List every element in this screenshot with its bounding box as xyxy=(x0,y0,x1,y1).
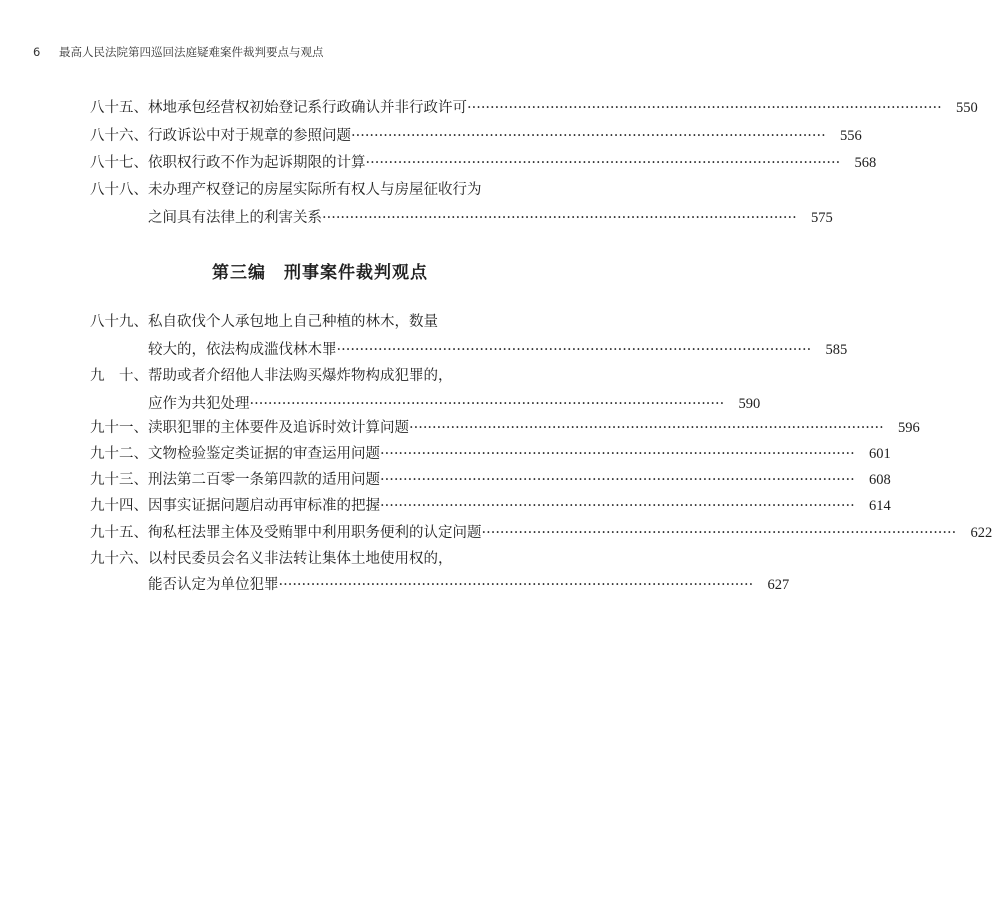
entry-number: 八十六、 xyxy=(90,128,148,144)
entry-number: 九 十、 xyxy=(90,368,148,384)
entry-page: 601 xyxy=(869,446,891,462)
entry-page: 596 xyxy=(898,420,920,436)
toc-entry[interactable] xyxy=(90,496,891,516)
entry-number: 九十四、 xyxy=(90,498,148,514)
book-title: 最高人民法院第四巡回法庭疑难案件裁判要点与观点 xyxy=(59,45,324,59)
entry-title: 徇私枉法罪主体及受贿罪中利用职务便利的认定问题 xyxy=(148,525,482,541)
toc-entry[interactable] xyxy=(90,444,891,464)
entry-title: 因事实证据问题启动再审标准的把握 xyxy=(148,498,380,514)
toc-entry[interactable] xyxy=(90,523,992,543)
dot-leader xyxy=(380,444,855,464)
entry-number: 八十九、 xyxy=(90,314,148,330)
entry-title-continued: 较大的，依法构成滥伐林木罪 xyxy=(148,342,337,358)
entry-title: 渎职犯罪的主体要件及追诉时效计算问题 xyxy=(148,420,409,436)
toc-entry[interactable] xyxy=(90,126,862,146)
entry-title-continued: 应作为共犯处理 xyxy=(148,396,250,412)
entry-title: 刑法第二百零一条第四款的适用问题 xyxy=(148,472,380,488)
entry-number: 九十五、 xyxy=(90,525,148,541)
entry-number: 八十五、 xyxy=(90,100,148,116)
dot-leader xyxy=(322,208,797,228)
toc-entry[interactable] xyxy=(90,549,790,595)
dot-leader xyxy=(279,575,754,595)
entry-page: 585 xyxy=(825,342,848,358)
toc-entry[interactable] xyxy=(90,366,761,414)
entry-page: 575 xyxy=(811,210,833,226)
section-part: 第三编 xyxy=(212,263,266,283)
toc-entry[interactable] xyxy=(90,180,833,228)
dot-leader xyxy=(250,394,725,414)
dot-leader xyxy=(467,98,942,118)
entry-page: 568 xyxy=(854,155,877,171)
entry-page: 608 xyxy=(869,472,891,488)
toc-entry[interactable] xyxy=(90,98,978,118)
dot-leader xyxy=(380,470,855,490)
dot-leader xyxy=(351,126,826,146)
entry-page: 550 xyxy=(956,100,978,116)
entry-title: 未办理产权登记的房屋实际所有权人与房屋征收行为 xyxy=(148,182,482,198)
entry-title: 帮助或者介绍他人非法购买爆炸物构成犯罪的， xyxy=(148,368,453,384)
entry-page: 590 xyxy=(738,396,761,412)
entry-number: 九十二、 xyxy=(90,446,148,462)
running-header xyxy=(33,44,324,60)
entry-title-continued: 之间具有法律上的利害关系 xyxy=(148,210,322,226)
dot-leader xyxy=(482,523,957,543)
page-number: 6 xyxy=(33,45,41,59)
entry-title: 以村民委员会名义非法转让集体土地使用权的， xyxy=(148,551,453,567)
entry-number: 九十三、 xyxy=(90,472,148,488)
toc-entry[interactable] xyxy=(90,470,891,490)
entry-number: 九十六、 xyxy=(90,551,148,567)
entry-title-continued: 能否认定为单位犯罪 xyxy=(148,577,279,593)
toc-entry[interactable] xyxy=(90,418,920,438)
entry-page: 622 xyxy=(970,525,992,541)
toc-entry[interactable] xyxy=(90,312,848,360)
entry-title: 林地承包经营权初始登记系行政确认并非行政许可 xyxy=(148,100,467,116)
entry-page: 627 xyxy=(767,577,790,593)
toc-entry[interactable] xyxy=(90,153,877,173)
entry-page: 556 xyxy=(840,128,862,144)
entry-title: 文物检验鉴定类证据的审查运用问题 xyxy=(148,446,380,462)
entry-page: 614 xyxy=(869,498,891,514)
dot-leader xyxy=(337,340,812,360)
entry-number: 九十一、 xyxy=(90,420,148,436)
entry-title: 依职权行政不作为起诉期限的计算 xyxy=(148,155,366,171)
entry-title: 行政诉讼中对于规章的参照问题 xyxy=(148,128,351,144)
dot-leader xyxy=(380,496,855,516)
dot-leader xyxy=(409,418,884,438)
dot-leader xyxy=(366,153,841,173)
entry-title: 私自砍伐个人承包地上自己种植的林木，数量 xyxy=(148,314,438,330)
entry-number: 八十七、 xyxy=(90,155,148,171)
section-heading xyxy=(0,258,640,283)
entry-number: 八十八、 xyxy=(90,182,148,198)
section-title-text: 刑事案件裁判观点 xyxy=(284,263,428,283)
